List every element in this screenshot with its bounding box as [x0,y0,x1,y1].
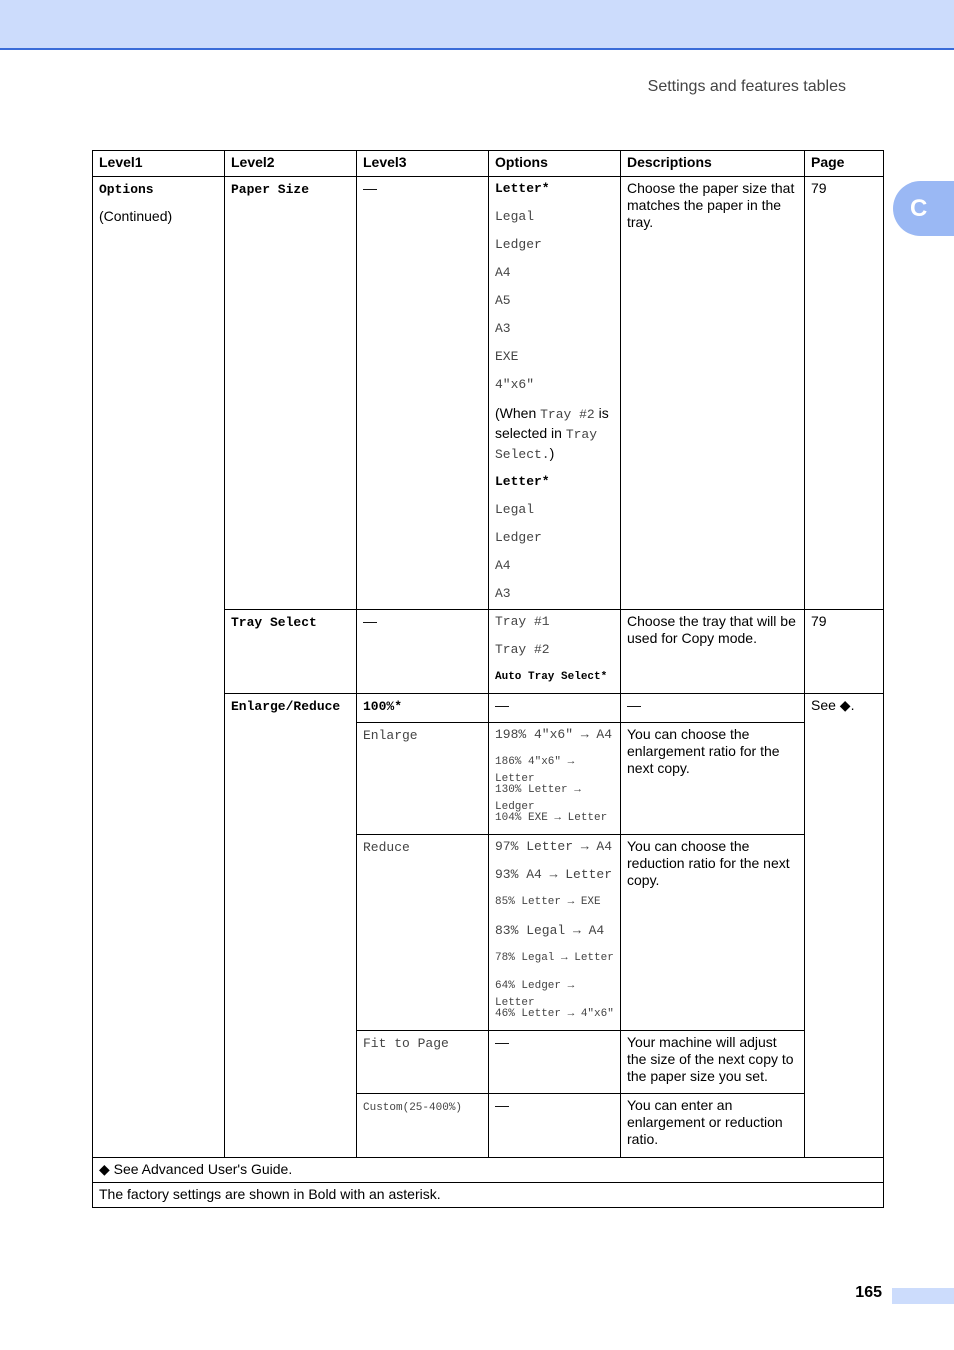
level3-cell [357,1031,489,1094]
option: Letter* [495,181,550,196]
level2-cell [225,177,357,610]
col-header: Page [805,151,884,177]
tray2-name: Tray #2 [540,407,595,422]
level2-name: Tray Select [231,615,317,630]
option: Tray #2 [495,642,550,657]
options-cell [489,610,621,694]
level2-name: Paper Size [231,182,310,197]
description-cell: Choose the tray that will be used for Copy mode. [621,610,805,694]
level3-name: Fit to Page [363,1036,449,1051]
description-cell: — [621,694,805,723]
table-row [93,177,884,610]
tray2-note-text: (When [495,405,541,421]
description-cell: You can choose the reduction ratio for the next copy. [621,835,805,1031]
level3-name: Custom(25-400%) [363,1102,463,1114]
level3-name: 100%* [363,699,403,714]
options-cell: — [489,1031,621,1094]
tray2-note [495,404,614,464]
col-header: Descriptions [621,151,805,177]
col-header: Level1 [93,151,225,177]
option: Legal [495,502,535,517]
level3-cell [357,1094,489,1158]
page-cell: 79 [805,177,884,610]
option: 64% Ledger → Letter [495,980,575,1009]
level2-name: Enlarge/Reduce [231,699,341,714]
level3-name: Reduce [363,840,410,855]
option: A4 [495,558,511,573]
option: 186% 4"x6" → Letter [495,756,575,785]
tray2-note-text: is selected in [495,405,609,441]
col-header: Level2 [225,151,357,177]
option: 104% EXE → Letter [495,812,608,824]
footnote-row [93,1158,884,1183]
description-cell: You can enter an enlargement or reduction ratio. [621,1094,805,1158]
footnote-row [93,1183,884,1208]
footnote: The factory settings are shown in Bold with an asterisk. [93,1183,884,1208]
option: A5 [495,293,511,308]
settings-table [92,150,884,1208]
options-cell [489,723,621,835]
option: Ledger [495,237,542,252]
header-title: Settings and features tables [647,78,846,95]
level3-cell [357,694,489,723]
option: 46% Letter → 4"x6" [495,1008,614,1020]
option: 93% A4 → Letter [495,867,613,882]
options-cell [489,177,621,610]
level3-cell [357,723,489,835]
level2-cell [225,694,357,1158]
option: 85% Letter → EXE [495,896,601,908]
page-cell: 79 [805,610,884,694]
level3-cell: — [357,177,489,610]
option: 78% Legal → Letter [495,952,614,964]
level3-cell [357,835,489,1031]
col-header: Level3 [357,151,489,177]
option: 130% Letter → Ledger [495,784,581,813]
tray2-note-text: ) [549,445,555,461]
option: Legal [495,209,535,224]
level1-note: (Continued) [99,208,173,224]
level1-cell [93,177,225,1158]
description-cell: Your machine will adjust the size of the next copy to the paper size you set. [621,1031,805,1094]
description-cell: You can choose the enlargement ratio for the next copy. [621,723,805,835]
option: A3 [495,586,511,601]
page-cell: See ◆. [805,694,884,1158]
option: 198% 4"x6" → A4 [495,727,613,742]
page-number-bar [892,1288,954,1304]
option: A3 [495,321,511,336]
footnote: ◆ See Advanced User's Guide. [93,1158,884,1183]
description-cell: Choose the paper size that matches the paper in the tray. [621,177,805,610]
page-number: 165 [855,1284,882,1301]
option: A4 [495,265,511,280]
option: 97% Letter → A4 [495,839,613,854]
level1-name: Options [99,182,154,197]
options-cell: — [489,1094,621,1158]
options-cell: — [489,694,621,723]
option: Ledger [495,530,542,545]
top-band [0,0,954,50]
level2-cell [225,610,357,694]
option: Tray #1 [495,614,550,629]
chapter-tab-label: C [910,194,928,222]
option: Letter* [495,474,550,489]
level3-name: Enlarge [363,728,418,743]
header-row [93,151,884,177]
option: 83% Legal → A4 [495,923,605,938]
option: EXE [495,349,519,364]
col-header: Options [489,151,621,177]
options-cell [489,835,621,1031]
level3-cell: — [357,610,489,694]
tray2-menu: Tray Select. [495,427,598,462]
option: Auto Tray Select* [495,671,608,683]
chapter-tab [893,181,954,236]
option: 4"x6" [495,377,535,392]
